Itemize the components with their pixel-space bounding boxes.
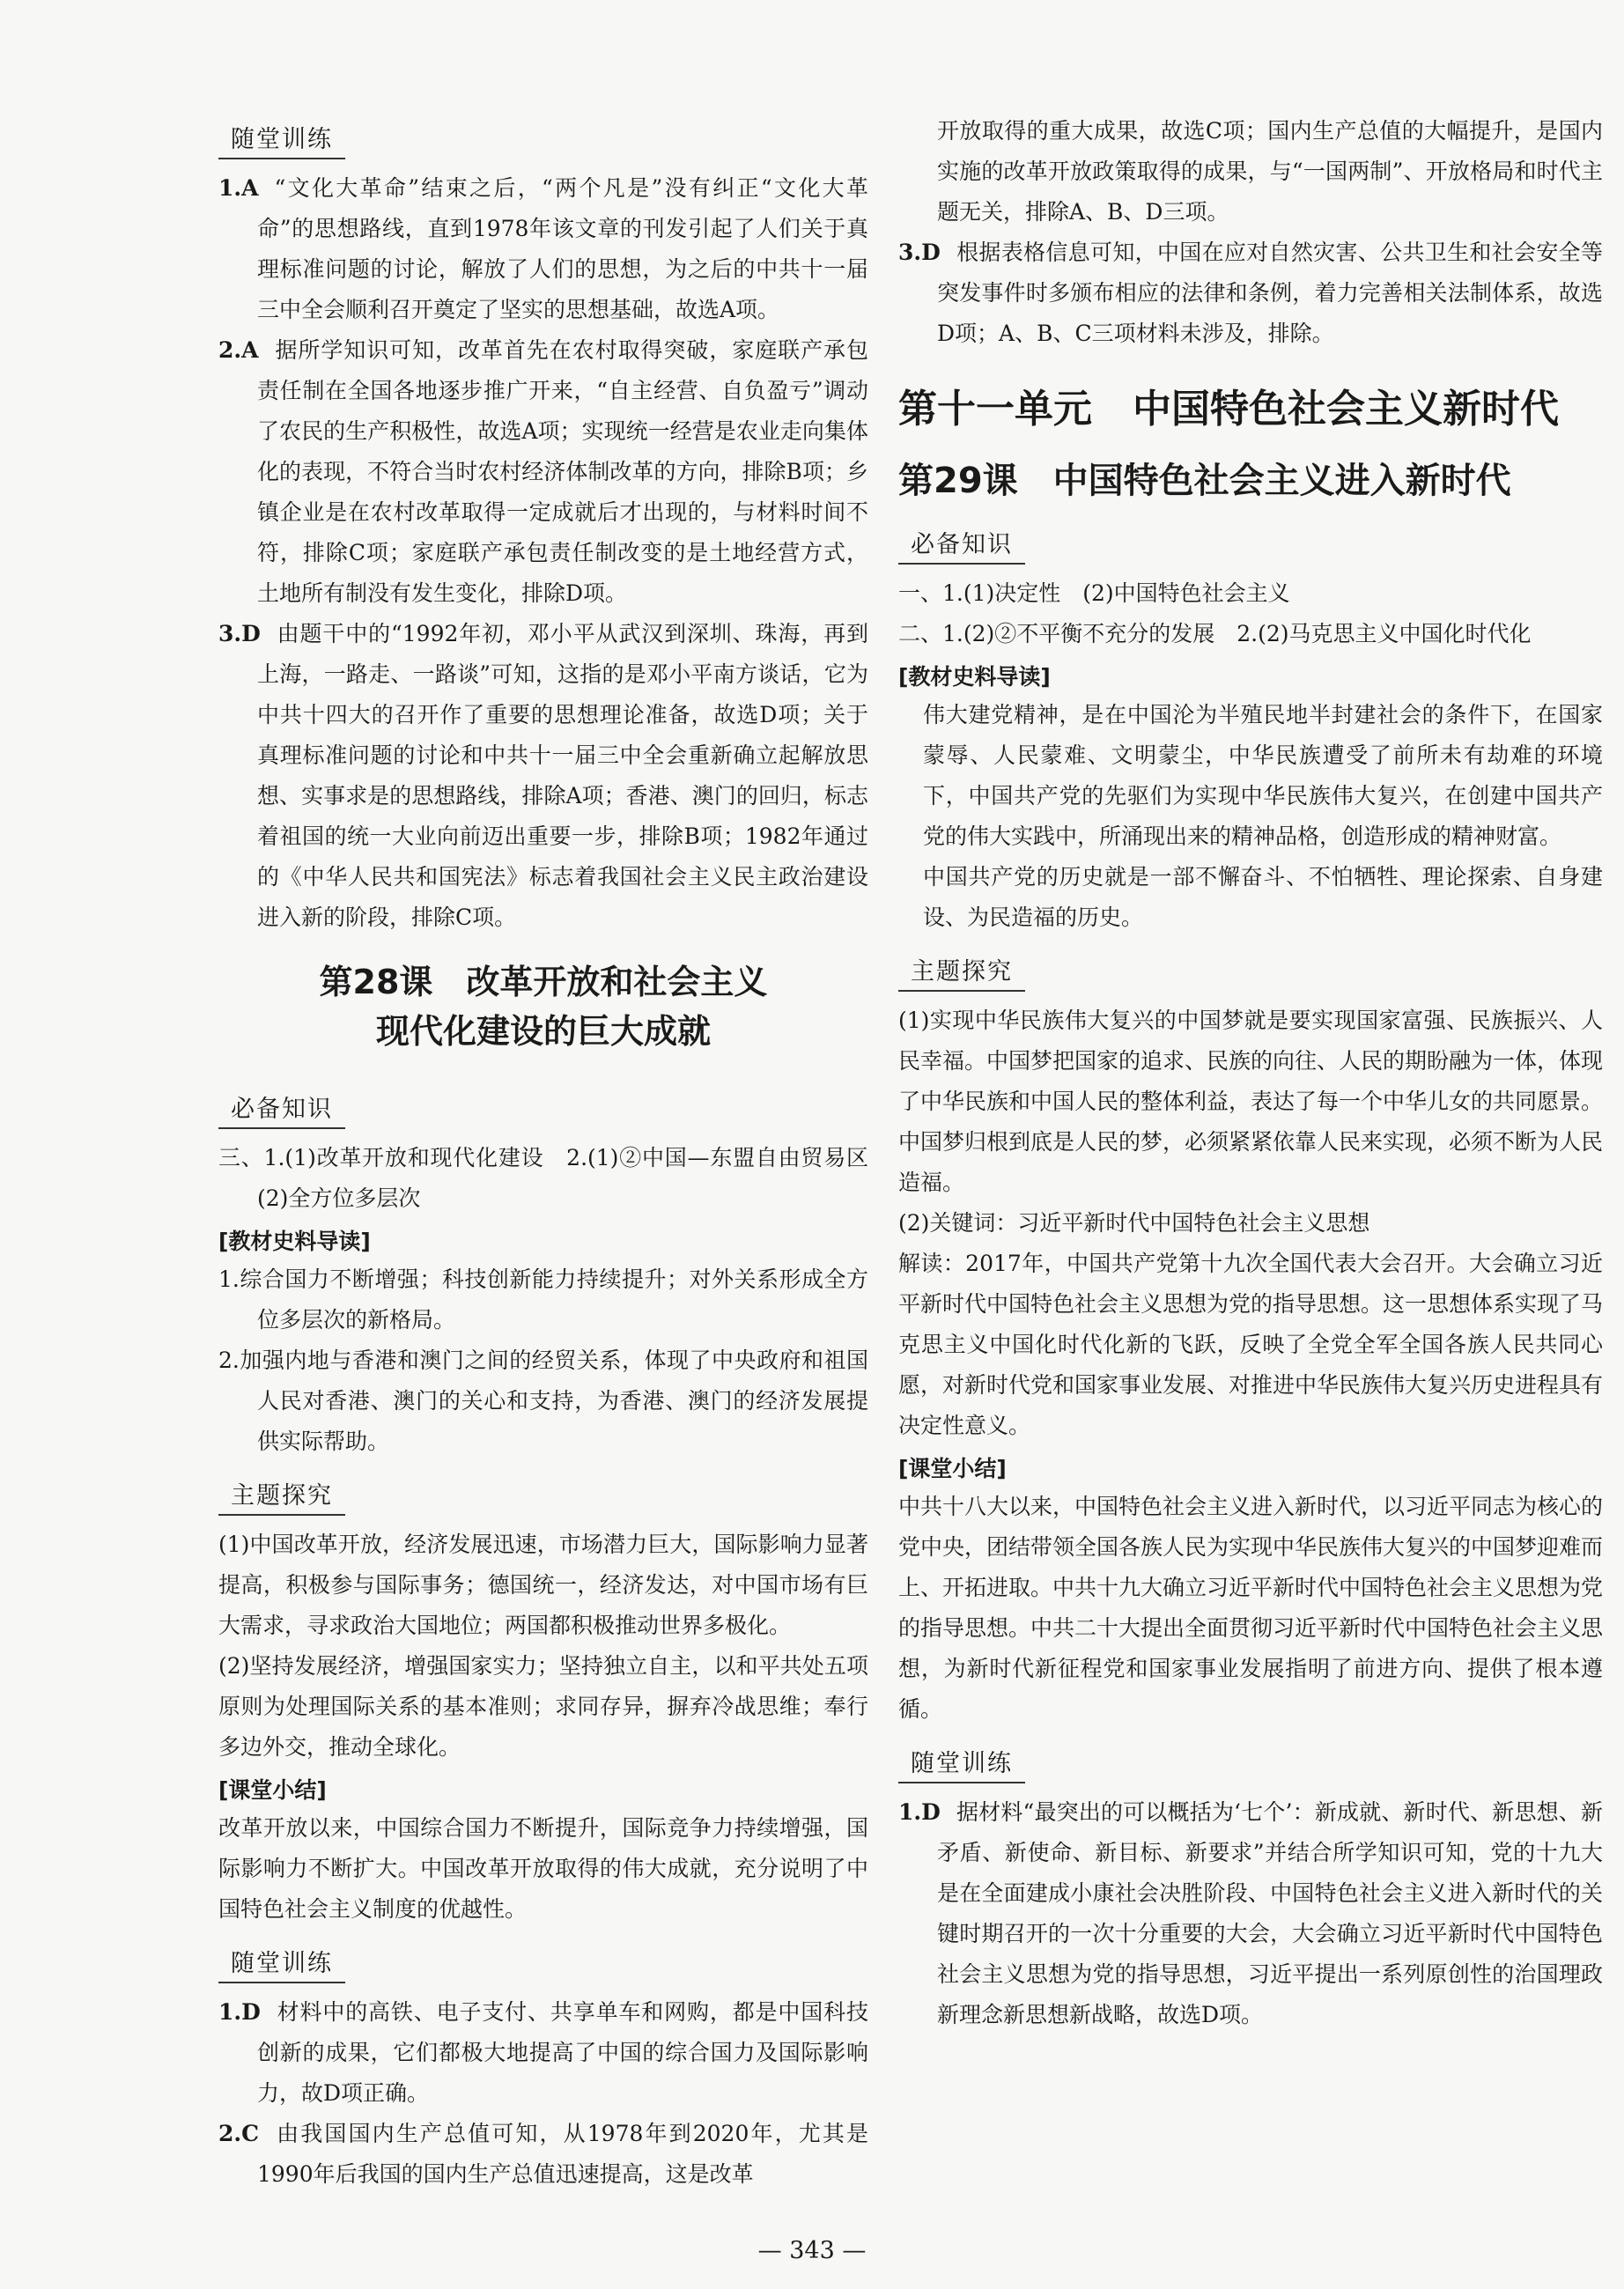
answer-item: 3.D 由题干中的“1992年初，邓小平从武汉到深圳、珠海，再到上海，一路走、一路谈”可知，这指的是邓小平南方谈话，它为中共十四大的召开作了重要的思想理论准备，故选D项；关于真理标准问题的讨论和中共十一届三中全会重新确立起解放思想、实事求是的思想路线，排除A项；香港、澳门的回归，标志着祖国的统一大业向前迈出重要一步，排除B项；1982年通过的《中华人民共和国宪法》标志着我国社会主义民主政治建设进入新的阶段，排除C项。 — [218, 621, 868, 930]
subsection-tag: [教材史料导读] — [898, 664, 1051, 690]
answer-item: 1.D 材料中的高铁、电子支付、共享单车和网购，都是中国科技创新的成果，它们都极大地提高了中国的综合国力及国际影响力，故D项正确。 — [218, 1999, 868, 2106]
section-label: 主题探究 — [898, 952, 1025, 992]
subsection-tag: [课堂小结] — [218, 1777, 327, 1803]
subsection-tag: [教材史料导读] — [218, 1229, 371, 1254]
section-label: 必备知识 — [218, 1089, 345, 1129]
paragraph: 解读：2017年，中国共产党第十九次全国代表大会召开。大会确立习近平新时代中国特色社会主义思想为党的指导思想。这一思想体系实现了马克思主义中国化时代化新的飞跃，反映了全党全军全国各族人民共同心愿，对新时代党和国家事业发展、对推进中华民族伟大复兴历史进程具有决定性意义。 — [898, 1251, 1604, 1438]
paragraph: (1)中国改革开放，经济发展迅速，市场潜力巨大，国际影响力显著提高，积极参与国际事务；德国统一，经济发达，对中国市场有巨大需求，寻求政治大国地位；两国都积极推动世界多极化。 — [218, 1532, 868, 1638]
paragraph: 中共十八大以来，中国特色社会主义进入新时代，以习近平同志为核心的党中央，团结带领全国各族人民为实现中华民族伟大复兴的中国梦迎难而上、开拓进取。中共十九大确立习近平新时代中国特色社会主义思想为党的指导思想。中共二十大提出全面贯彻习近平新时代中国特色社会主义思想，为新时代新征程党和国家事业发展指明了前进方向、提供了根本遵循。 — [898, 1494, 1604, 1722]
section-label: 主题探究 — [218, 1476, 345, 1516]
list-item: 1.综合国力不断增强；科技创新能力持续提升；对外关系形成全方位多层次的新格局。 — [218, 1266, 868, 1333]
lesson-title: 第29课 中国特色社会主义进入新时代 — [898, 461, 1511, 501]
paragraph: 中国共产党的历史就是一部不懈奋斗、不怕牺牲、理论探索、自身建设、为民造福的历史。 — [923, 864, 1603, 930]
list-item: 2.加强内地与香港和澳门之间的经贸关系，体现了中央政府和祖国人民对香港、澳门的关心和支持，为香港、澳门的经济发展提供实际帮助。 — [218, 1348, 868, 1454]
answer-item: 3.D 根据表格信息可知，中国在应对自然灾害、公共卫生和社会安全等突发事件时多颁布相应的法律和条例，着力完善相关法制体系，故选D项；A、B、C三项材料未涉及，排除。 — [898, 240, 1603, 346]
paragraph: 伟大建党精神，是在中国沦为半殖民地半封建社会的条件下，在国家蒙辱、人民蒙难、文明蒙尘，中华民族遭受了前所未有劫难的环境下，中国共产党的先驱们为实现中华民族伟大复兴，在创建中国共产党的伟大实践中，所涌现出来的精神品格，创造形成的精神财富。 — [923, 702, 1603, 849]
lesson-title: 第28课 改革开放和社会主义 现代化建设的巨大成就 — [319, 963, 768, 1051]
answer-item: 1.D 据材料“最突出的可以概括为‘七个’：新成就、新时代、新思想、新矛盾、新使命、新目标、新要求”并结合所学知识可知，党的十九大是在全面建成小康社会决胜阶段、中国特色社会主义进入新时代的关键时期召开的一次十分重要的大会，大会确立习近平新时代中国特色社会主义思想为党的指导思想，习近平提出一系列原创性的治国理政新理念新思想新战略，故选D项。 — [898, 1799, 1603, 2027]
subsection-tag: [课堂小结] — [898, 1456, 1007, 1481]
section-label: 随堂训练 — [218, 1944, 345, 1983]
answer-item: 2.C 由我国国内生产总值可知，从1978年到2020年，尤其是1990年后我国的国内生产总值迅速提高，这是改革 — [218, 2121, 868, 2187]
knowledge-line: 二、1.(2)②不平衡不充分的发展 2.(2)马克思主义中国化时代化 — [898, 621, 1532, 646]
unit-title: 第十一单元 中国特色社会主义新时代 — [898, 387, 1559, 432]
paragraph: (1)实现中华民族伟大复兴的中国梦就是要实现国家富强、民族振兴、人民幸福。中国梦把国家的追求、民族的向往、人民的期盼融为一体，体现了中华民族和中国人民的整体利益，表达了每一个中华儿女的共同愿景。中国梦归根到底是人民的梦，必须紧紧依靠人民来实现，必须不断为人民造福。 — [898, 1008, 1604, 1195]
section-label: 随堂训练 — [218, 120, 345, 159]
section-label: 必备知识 — [898, 525, 1025, 565]
answer-item: 1.A “文化大革命”结束之后，“两个凡是”没有纠正“文化大革命”的思想路线，直到1978年该文章的刊发引起了人们关于真理标准问题的讨论，解放了人们的思想，为之后的中共十一届三中全会顺利召开奠定了坚实的思想基础，故选A项。 — [218, 175, 868, 322]
section-label: 随堂训练 — [898, 1744, 1025, 1783]
left-column — [218, 106, 891, 2195]
right-column — [898, 111, 1603, 2035]
knowledge-line: 三、1.(1)改革开放和现代化建设 2.(1)②中国—东盟自由贸易区 (2)全方位多层次 — [218, 1145, 891, 1211]
knowledge-line: 一、1.(1)决定性 (2)中国特色社会主义 — [898, 580, 1290, 606]
paragraph: 改革开放以来，中国综合国力不断提升，国际竞争力持续增强，国际影响力不断扩大。中国改革开放取得的伟大成就，充分说明了中国特色社会主义制度的优越性。 — [218, 1815, 868, 1922]
page-number: — 343 — — [757, 2237, 867, 2264]
paragraph: (2)关键词：习近平新时代中国特色社会主义思想 — [898, 1210, 1370, 1236]
answer-item: 2.A 据所学知识可知，改革首先在农村取得突破，家庭联产承包责任制在全国各地逐步推广开来，“自主经营、自负盈亏”调动了农民的生产积极性，故选A项；实现统一经营是农业走向集体化的表现，不符合当时农村经济体制改革的方向，排除B项；乡镇企业是在农村改革取得一定成就后才出现的，与材料时间不符，排除C项；家庭联产承包责任制改变的是土地经营方式，土地所有制没有发生变化，排除D项。 — [218, 337, 868, 606]
paragraph: 开放取得的重大成果，故选C项；国内生产总值的大幅提升，是国内实施的改革开放政策取得的成果，与“一国两制”、开放格局和时代主题无关，排除A、B、D三项。 — [937, 118, 1603, 225]
paragraph: (2)坚持发展经济，增强国家实力；坚持独立自主，以和平共处五项原则为处理国际关系的基本准则；求同存异，摒弃冷战思维；奉行多边外交，推动全球化。 — [218, 1653, 868, 1760]
